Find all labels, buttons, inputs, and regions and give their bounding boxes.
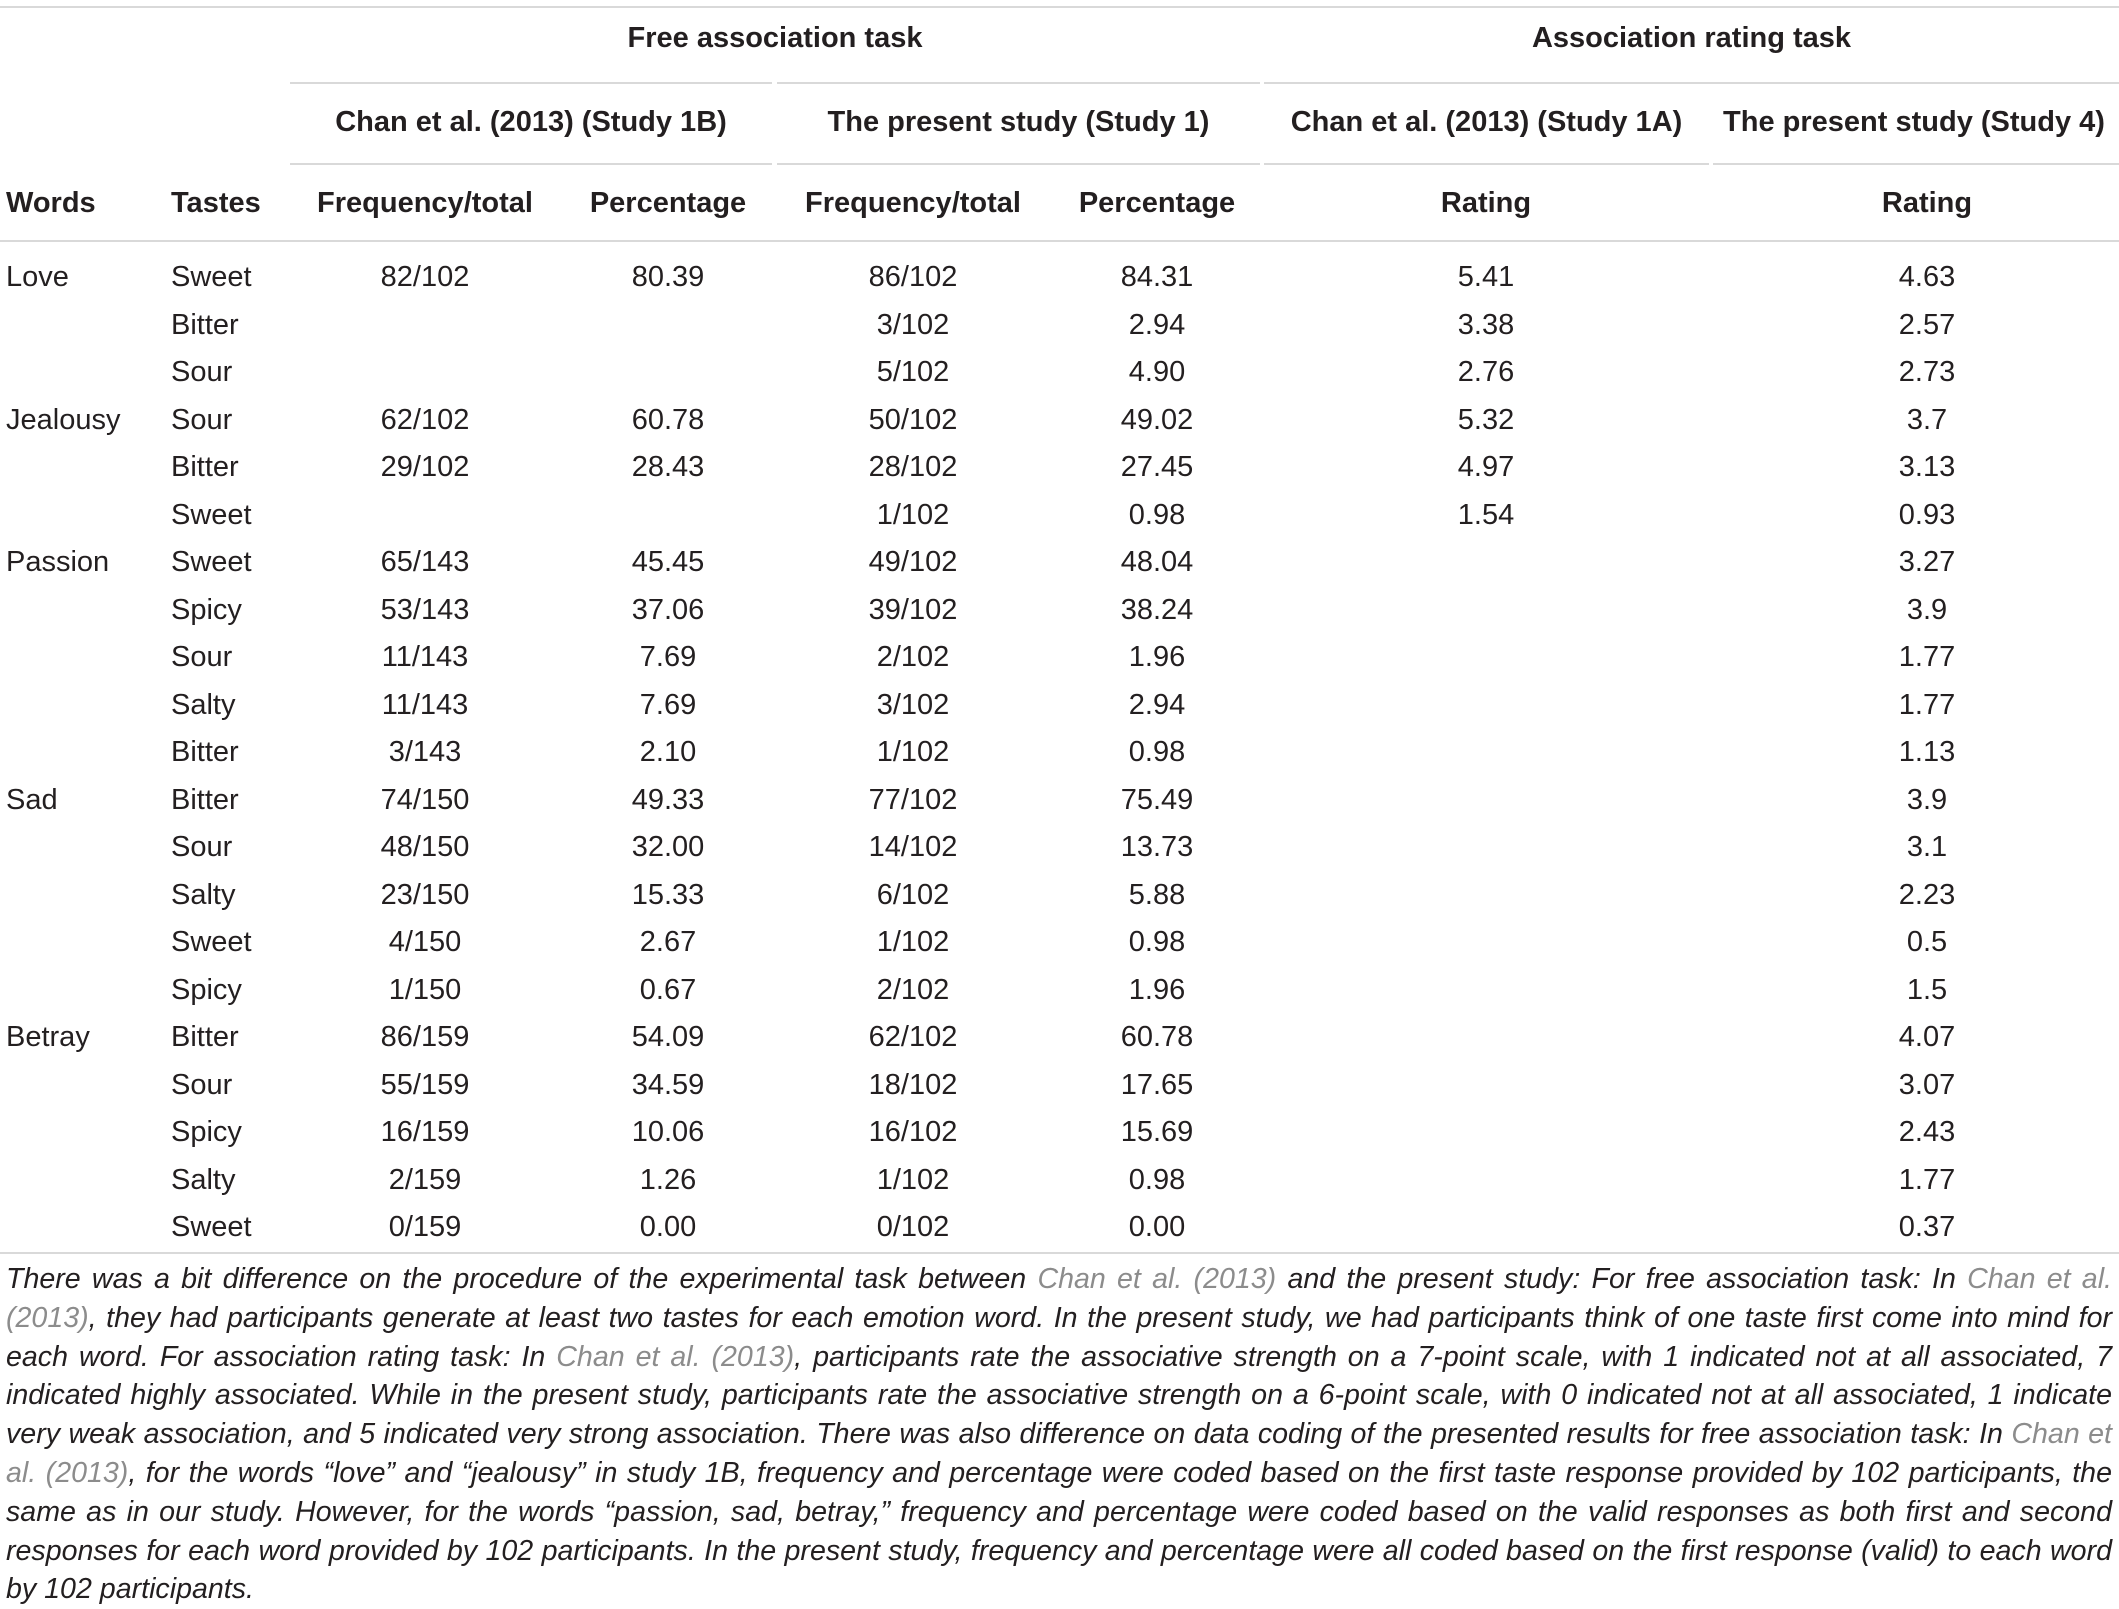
cell-frequency-chan-1b: 82/102 <box>380 261 470 293</box>
cell-frequency-chan-1b: 55/159 <box>380 1068 470 1101</box>
cell-taste: Bitter <box>171 308 239 341</box>
cell-taste: Sweet <box>171 1211 252 1243</box>
cell-word: Passion <box>6 546 110 578</box>
cell-taste: Sweet <box>171 261 252 293</box>
cell-frequency-present-1: 14/102 <box>868 831 958 863</box>
subheader-present-study-4: The present study (Study 4) <box>1723 106 2105 138</box>
subgroup-rule-1 <box>290 163 772 165</box>
column-header-frequency-1: Frequency/total <box>317 187 533 219</box>
cell-percentage-chan-1b: 1.26 <box>639 1163 697 1196</box>
cell-frequency-present-1: 5/102 <box>876 356 950 388</box>
table-row <box>0 302 2119 350</box>
cell-frequency-chan-1b: 11/143 <box>381 688 469 721</box>
cell-taste: Spicy <box>171 593 242 626</box>
cell-taste: Sour <box>171 403 233 436</box>
group-header-free-association: Free association task <box>627 22 923 54</box>
cell-rating-present-4: 0.93 <box>1898 498 1956 531</box>
cell-taste: Spicy <box>171 1116 242 1148</box>
cell-rating-chan-1a: 1.54 <box>1457 498 1515 531</box>
cell-rating-present-4: 3.9 <box>1906 593 1948 626</box>
cell-percentage-chan-1b: 2.67 <box>639 926 697 958</box>
cell-rating-present-4: 3.7 <box>1906 403 1948 436</box>
column-header-rating-2: Rating <box>1881 187 1973 219</box>
cell-frequency-present-1: 6/102 <box>876 878 950 911</box>
cell-percentage-chan-1b: 37.06 <box>631 593 705 626</box>
cell-taste: Bitter <box>171 783 239 816</box>
table-row <box>0 1062 2119 1110</box>
table-row <box>0 872 2119 920</box>
cell-percentage-present-1: 60.78 <box>1120 1021 1194 1053</box>
cell-rating-present-4: 4.07 <box>1898 1021 1956 1053</box>
cell-frequency-chan-1b: 74/150 <box>380 783 470 816</box>
table-row <box>0 349 2119 397</box>
cell-rating-present-4: 3.27 <box>1898 546 1956 578</box>
cell-percentage-present-1: 1.96 <box>1128 641 1186 673</box>
cell-percentage-present-1: 0.98 <box>1128 498 1186 531</box>
cell-frequency-chan-1b: 2/159 <box>388 1163 462 1196</box>
cell-percentage-chan-1b: 32.00 <box>631 831 705 863</box>
column-header-rating-1: Rating <box>1440 187 1532 219</box>
cell-percentage-chan-1b: 49.33 <box>631 783 705 816</box>
column-header-frequency-2: Frequency/total <box>805 187 1021 219</box>
cell-frequency-chan-1b: 23/150 <box>380 878 470 911</box>
cell-frequency-chan-1b: 29/102 <box>380 451 470 483</box>
cell-percentage-present-1: 13.73 <box>1120 831 1194 863</box>
citation-link[interactable]: Chan et al. (2013) <box>6 1263 2112 1334</box>
cell-percentage-chan-1b: 15.33 <box>631 878 705 911</box>
cell-taste: Sweet <box>171 498 252 531</box>
table-row <box>0 539 2119 587</box>
table-row <box>0 634 2119 682</box>
cell-percentage-present-1: 0.00 <box>1128 1211 1186 1243</box>
cell-rating-present-4: 2.43 <box>1898 1116 1956 1148</box>
cell-percentage-chan-1b: 2.10 <box>639 736 697 768</box>
cell-percentage-present-1: 5.88 <box>1128 878 1186 911</box>
citation-link[interactable]: Chan et al. (2013) <box>556 1340 795 1373</box>
citation-link[interactable]: Chan et al. (2013) <box>1037 1263 1277 1295</box>
cell-rating-present-4: 2.57 <box>1898 308 1956 341</box>
cell-rating-present-4: 2.73 <box>1898 356 1956 388</box>
column-header-percentage-1: Percentage <box>589 187 747 219</box>
table-row <box>0 729 2119 777</box>
cell-frequency-present-1: 50/102 <box>868 403 958 436</box>
cell-frequency-present-1: 1/102 <box>876 498 950 531</box>
cell-word: Sad <box>6 783 58 816</box>
cell-percentage-present-1: 17.65 <box>1120 1068 1194 1101</box>
cell-rating-present-4: 1.77 <box>1898 688 1956 721</box>
cell-percentage-chan-1b: 54.09 <box>631 1021 705 1053</box>
cell-rating-present-4: 0.37 <box>1898 1211 1956 1243</box>
cell-frequency-present-1: 1/102 <box>876 1163 950 1196</box>
cell-frequency-present-1: 86/102 <box>868 261 958 293</box>
cell-taste: Salty <box>171 688 236 721</box>
cell-percentage-present-1: 4.90 <box>1128 356 1186 388</box>
table-row <box>0 397 2119 445</box>
cell-percentage-chan-1b: 80.39 <box>631 261 705 293</box>
footnote-text: , participants rate the associative strength on a 7-point scale, with 1 indicated not at all associated, 7 indicated highly associated. While in the present study, participants rate the associative strength on a 6-point scale, with 0 indicated not at all associated, 1 indicate very weak association, and 5 indicated very strong association. There was also difference on data coding of the presented results for free association task: In <box>6 1340 2113 1451</box>
cell-rating-chan-1a: 5.41 <box>1457 261 1515 293</box>
header-bottom-rule <box>0 240 2119 242</box>
table-row <box>0 1014 2119 1062</box>
cell-rating-present-4: 3.9 <box>1906 783 1948 816</box>
cell-taste: Salty <box>171 878 236 911</box>
cell-percentage-chan-1b: 7.69 <box>639 688 697 721</box>
footnote-text: , for the words “love” and “jealousy” in study 1B, frequency and percentage were coded based on the first taste response provided by 102 participants, the same as in our study. However, for the words “passion, sad, betray,” frequency and percentage were coded based on the valid responses as both first and second responses for each word provided by 102 participants. In the present study, frequency and percentage were all coded based on the first response (valid) to each word by 102 participants. <box>6 1456 2112 1606</box>
cell-frequency-present-1: 3/102 <box>876 688 950 721</box>
table-row <box>0 1157 2119 1205</box>
cell-word: Love <box>6 261 69 293</box>
footnote-text: There was a bit difference on the procedure of the experimental task between <box>6 1263 1038 1295</box>
cell-rating-present-4: 3.1 <box>1906 831 1948 863</box>
cell-percentage-present-1: 84.31 <box>1120 261 1194 293</box>
table-row <box>0 967 2119 1015</box>
table-row <box>0 824 2119 872</box>
cell-percentage-present-1: 0.98 <box>1128 736 1186 768</box>
cell-percentage-chan-1b: 0.67 <box>639 973 697 1006</box>
cell-rating-chan-1a: 5.32 <box>1457 403 1515 436</box>
cell-frequency-chan-1b: 86/159 <box>380 1021 470 1053</box>
cell-rating-present-4: 1.77 <box>1898 641 1956 673</box>
cell-rating-present-4: 4.63 <box>1898 261 1956 293</box>
cell-frequency-chan-1b: 4/150 <box>388 926 462 958</box>
cell-frequency-chan-1b: 62/102 <box>380 403 470 436</box>
footnote-text: , they had participants generate at least two tastes for each emotion word. In the present study, we had participants think of one taste first come into mind for each word. For association rating task: In <box>6 1301 2112 1373</box>
table-footnote <box>6 1260 2112 1609</box>
cell-taste: Sour <box>171 641 233 673</box>
cell-taste: Sweet <box>171 926 252 958</box>
cell-taste: Salty <box>171 1163 236 1196</box>
cell-percentage-present-1: 2.94 <box>1128 688 1186 721</box>
table-end-rule <box>0 1252 2119 1254</box>
group-header-association-rating: Association rating task <box>1531 22 1852 54</box>
cell-rating-present-4: 1.5 <box>1906 973 1948 1006</box>
subgroup-rule-3 <box>1264 163 1709 165</box>
cell-rating-present-4: 1.13 <box>1898 736 1956 768</box>
subheader-chan-1b: Chan et al. (2013) (Study 1B) <box>335 106 727 138</box>
cell-rating-present-4: 2.23 <box>1898 878 1956 911</box>
cell-percentage-present-1: 15.69 <box>1120 1116 1194 1148</box>
cell-frequency-present-1: 0/102 <box>876 1211 950 1243</box>
cell-taste: Bitter <box>171 1021 239 1053</box>
cell-percentage-present-1: 0.98 <box>1128 1163 1186 1196</box>
cell-percentage-present-1: 38.24 <box>1120 593 1194 626</box>
cell-taste: Sour <box>171 356 233 388</box>
cell-frequency-chan-1b: 53/143 <box>380 593 470 626</box>
subgroup-rule-4 <box>1713 163 2119 165</box>
cell-frequency-present-1: 18/102 <box>868 1068 958 1101</box>
cell-frequency-chan-1b: 3/143 <box>388 736 462 768</box>
table-row <box>0 444 2119 492</box>
cell-frequency-present-1: 3/102 <box>876 308 950 341</box>
cell-frequency-present-1: 1/102 <box>876 736 950 768</box>
cell-percentage-present-1: 75.49 <box>1120 783 1194 816</box>
cell-frequency-present-1: 16/102 <box>868 1116 958 1148</box>
cell-frequency-chan-1b: 11/143 <box>381 641 469 673</box>
footnote-text: and the present study: For free association task: In <box>1276 1263 1968 1295</box>
cell-rating-present-4: 0.5 <box>1906 926 1948 958</box>
cell-frequency-chan-1b: 48/150 <box>380 831 470 863</box>
table-row <box>0 587 2119 635</box>
cell-frequency-present-1: 62/102 <box>868 1021 958 1053</box>
table-row <box>0 1204 2119 1252</box>
cell-frequency-present-1: 1/102 <box>876 926 950 958</box>
cell-frequency-chan-1b: 65/143 <box>380 546 470 578</box>
cell-taste: Bitter <box>171 736 239 768</box>
column-header-percentage-2: Percentage <box>1078 187 1236 219</box>
cell-frequency-present-1: 2/102 <box>876 641 950 673</box>
cell-word: Jealousy <box>6 403 121 436</box>
cell-percentage-present-1: 48.04 <box>1120 546 1194 578</box>
cell-percentage-chan-1b: 10.06 <box>631 1116 705 1148</box>
table-row <box>0 1109 2119 1157</box>
group-rule-free <box>290 82 772 84</box>
cell-frequency-chan-1b: 0/159 <box>388 1211 462 1243</box>
cell-percentage-present-1: 0.98 <box>1128 926 1186 958</box>
cell-percentage-chan-1b: 60.78 <box>631 403 705 436</box>
cell-taste: Sour <box>171 831 233 863</box>
table-row <box>0 682 2119 730</box>
cell-percentage-chan-1b: 0.00 <box>639 1211 697 1243</box>
group-rule-free-2 <box>777 82 1260 84</box>
cell-word: Betray <box>6 1021 90 1053</box>
citation-link[interactable]: Chan et al. (2013) <box>6 1418 2112 1489</box>
table-row <box>0 492 2119 540</box>
top-rule <box>0 6 2119 8</box>
cell-frequency-chan-1b: 16/159 <box>380 1116 470 1148</box>
cell-rating-present-4: 3.13 <box>1898 451 1956 483</box>
cell-frequency-present-1: 49/102 <box>868 546 958 578</box>
column-header-tastes: Tastes <box>171 187 261 219</box>
cell-rating-present-4: 1.77 <box>1898 1163 1956 1196</box>
cell-percentage-chan-1b: 34.59 <box>631 1068 705 1101</box>
cell-frequency-present-1: 28/102 <box>868 451 958 483</box>
cell-taste: Sweet <box>171 546 252 578</box>
group-rule-rating <box>1264 82 2119 84</box>
cell-percentage-chan-1b: 45.45 <box>631 546 705 578</box>
cell-frequency-present-1: 39/102 <box>868 593 958 626</box>
cell-percentage-present-1: 2.94 <box>1128 308 1186 341</box>
cell-taste: Spicy <box>171 973 242 1006</box>
cell-rating-present-4: 3.07 <box>1898 1068 1956 1101</box>
subheader-present-study-1: The present study (Study 1) <box>827 106 1210 138</box>
cell-percentage-present-1: 27.45 <box>1120 451 1194 483</box>
subgroup-rule-2 <box>777 163 1260 165</box>
cell-rating-chan-1a: 3.38 <box>1457 308 1515 341</box>
subheader-chan-1a: Chan et al. (2013) (Study 1A) <box>1290 106 1683 138</box>
cell-taste: Bitter <box>171 451 239 483</box>
column-header-words: Words <box>6 187 96 219</box>
cell-percentage-chan-1b: 28.43 <box>631 451 705 483</box>
cell-percentage-chan-1b: 7.69 <box>639 641 697 673</box>
cell-rating-chan-1a: 4.97 <box>1457 451 1515 483</box>
cell-percentage-present-1: 1.96 <box>1128 973 1186 1006</box>
table-body <box>0 254 2119 1252</box>
cell-rating-chan-1a: 2.76 <box>1457 356 1515 388</box>
cell-frequency-chan-1b: 1/150 <box>388 973 462 1006</box>
cell-frequency-present-1: 77/102 <box>868 783 958 816</box>
cell-percentage-present-1: 49.02 <box>1120 403 1194 436</box>
cell-frequency-present-1: 2/102 <box>876 973 950 1006</box>
table-row <box>0 919 2119 967</box>
table-row <box>0 254 2119 302</box>
cell-taste: Sour <box>171 1068 233 1101</box>
table-row <box>0 777 2119 825</box>
